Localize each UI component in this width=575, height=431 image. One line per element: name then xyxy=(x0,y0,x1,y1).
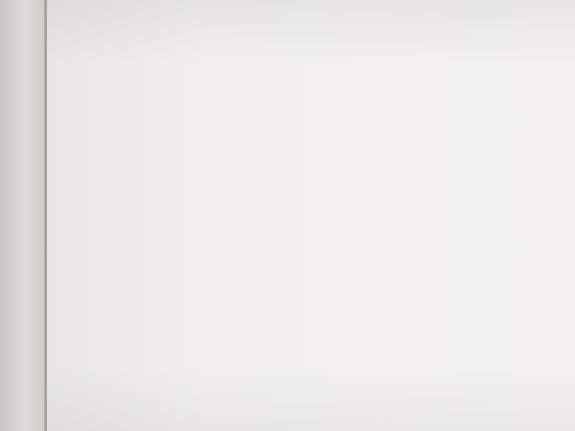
toc-closing-alt-line xyxy=(92,36,104,420)
right-page xyxy=(47,0,575,431)
toc-intro-line xyxy=(455,36,467,376)
table-of-contents xyxy=(47,0,575,431)
left-page xyxy=(0,0,46,431)
left-page-content xyxy=(0,0,46,431)
